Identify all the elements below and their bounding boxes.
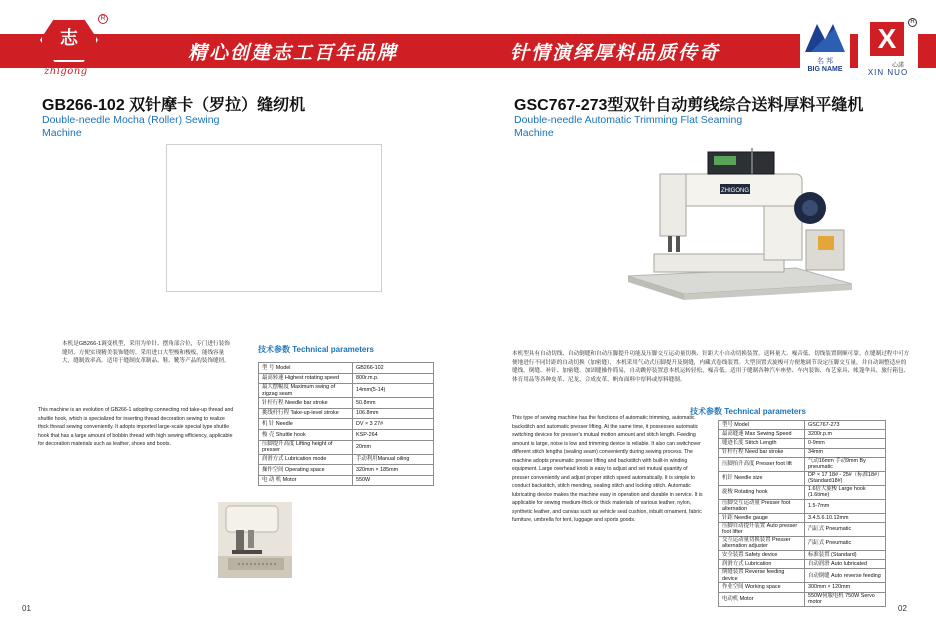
spec-key: 型号 Model [719, 421, 805, 430]
bigname-mountain-icon [805, 24, 845, 52]
right-desc-cn: 本机型具有自动切线、自动倒缝和自动压脚提升功能及压脚交互运动量切换、针距大小自动切换装置。送料量大、噪音低、切线装置倒顺可靠。在缝制过程中可方便地进行不同针距的自动切换（加密缝），本机采用气动式压脚提升及倒缝，内藏式卷线装置。大型顶置式旋梭可方便地调节设定压脚交互量，并自动调整适应的缝线。倒缝、补针、加密缝、加固缝操作简易，自动跳停装置意本机运转轻松，噪音低。适用于缝制各种汽车座垫、车内装饰、布艺家具、帐篷伞具、旅行箱包、体育用品等各种皮革、尼龙、合成皮革、帆布面料中厚料或厚料缝制。 [512, 351, 910, 383]
zhigong-logo: 志 R zhigong [36, 14, 108, 78]
spec-value: 300mm × 120mm [805, 583, 886, 592]
left-desc-en: This machine is an evolution of GB266-1 adopting connecting rod take-up thread and shuttle hook, which is specialized for inserting thread decoration sewing to realize thick thread sewing conveniently. It adopts imported large-scale special type shuttle hook that has a large amount of bobbin thread with high sewing efficiency, applicable for decoration materials such as leather, shoes and boots. [38, 407, 234, 447]
right-page-title: GSC767-273型双针自动剪线综合送料厚料平缝机 [514, 97, 864, 114]
spec-key: 电 动 机 Motor [259, 475, 353, 486]
svg-text:ZHIGONG: ZHIGONG [721, 188, 749, 194]
spec-row [259, 454, 434, 465]
catalog-header [0, 0, 936, 82]
spec-value: 106.8mm [353, 408, 434, 419]
spec-row [259, 465, 434, 476]
spec-row [259, 419, 434, 430]
spec-value: 1.5-7mm [805, 499, 886, 513]
spec-value: 手动利用Manual oiling [353, 454, 434, 465]
spec-value: 20mm [353, 440, 434, 454]
spec-row [259, 373, 434, 384]
left-spec-table [258, 362, 434, 486]
spec-value: 汽缸式 Pneumatic [805, 536, 886, 550]
xinnuo-x-icon: X [870, 22, 904, 56]
bigname-cn: 名 邦 [817, 58, 833, 65]
right-spec-title: 技术参数 Technical parameters [690, 407, 806, 416]
right-spec-table [718, 420, 886, 607]
spec-row [719, 457, 886, 471]
spec-key: 最大摆幅度 Maximum swing of zigzag seam [259, 384, 353, 398]
spec-key: 安全装置 Safety device [719, 550, 805, 559]
spec-value: 自动倒缝 Auto reverse feeding [805, 569, 886, 583]
xinnuo-logo [858, 18, 918, 78]
bigname-en: BIG NAME [807, 66, 843, 73]
spec-row [259, 398, 434, 409]
spec-key: 缝迹长度 Stitch Length [719, 439, 805, 448]
page-number-right: 02 [898, 604, 907, 613]
spec-key: 针距 Needle gauge [719, 513, 805, 522]
page-number-left: 01 [22, 604, 31, 613]
spec-key: 压脚提升高度 Lifting height of presser [259, 440, 353, 454]
product-photo-placeholder [166, 144, 382, 292]
spec-value: 标准装置 (Standard) [805, 550, 886, 559]
registered-mark-icon: R [908, 18, 917, 27]
registered-mark-icon: R [98, 14, 108, 24]
spec-key: 针杆行程 Needle bar stroke [259, 398, 353, 409]
spec-row [719, 430, 886, 439]
spec-key: 压脚抬升高度 Presser foot lift [719, 457, 805, 471]
spec-row [719, 550, 886, 559]
spec-key: 交互运动量切换装置 Presser alternation adjuster [719, 536, 805, 550]
spec-row [259, 363, 434, 374]
spec-row [259, 408, 434, 419]
spec-row [719, 513, 886, 522]
spec-value: 1.6倍大旋梭 Large hook (1.6time) [805, 485, 886, 499]
spec-key: 作业空间 Working space [719, 583, 805, 592]
spec-key: 旋梭 Rotating hook [719, 485, 805, 499]
spec-key: 型 号 Model [259, 363, 353, 374]
spec-row [719, 592, 886, 606]
spec-value: GSC767-273 [805, 421, 886, 430]
spec-row [259, 429, 434, 440]
spec-row [719, 471, 886, 485]
spec-key: 梭 壳 Shuttle hook [259, 429, 353, 440]
spec-key: 最高缝速 Max Sewing Speed [719, 430, 805, 439]
spec-key: 电动机 Motor [719, 592, 805, 606]
spec-key: 压脚交互运动量 Presser foot alternation [719, 499, 805, 513]
spec-row [259, 475, 434, 486]
slogan-right: 针情演绎厚料品质传奇 [510, 42, 721, 64]
spec-key: 机 针 Needle [259, 419, 353, 430]
left-page-title: GB266-102 双针摩卡（罗拉）缝纫机 [42, 97, 306, 114]
left-desc-cn: 本机是GB266-1调变机型，采用为单针、摆角部合位，专门进行装饰缝纫，方便实现精美装饰缝纫。采用进口大型梭和梭板，能线容量大，缝制效率高。适用于缝制皮革制品、鞋、靴等产品的装饰缝纫。 [62, 341, 230, 364]
spec-value: 自动润滑 Auto lubricated [805, 560, 886, 569]
spec-value: KSP-264 [353, 429, 434, 440]
spec-value: GB266-102 [353, 363, 434, 374]
spec-value: 汽缸式 Pneumatic [805, 522, 886, 536]
spec-key: 最高转速 Highest rotating speed [259, 373, 353, 384]
spec-value: DV × 3 27# [353, 419, 434, 430]
right-page-subtitle: Double-needle Automatic Trimming Flat Seaming Machine [514, 114, 743, 139]
spec-value: 气动16mm 手动9mm By pneumatic [805, 457, 886, 471]
brand-name: zhigong [44, 66, 88, 77]
spec-value: 550W伺服电机 750W Servo motor [805, 592, 886, 606]
spec-key: 机针 Needle size [719, 471, 805, 485]
xinnuo-en: XIN NUO [867, 68, 909, 77]
spec-row [719, 448, 886, 457]
slogan-left: 精心创建志工百年品牌 [188, 42, 399, 64]
spec-key: 润滑方式 Lubrication mode [259, 454, 353, 465]
spec-value: 550W [353, 475, 434, 486]
spec-row [719, 499, 886, 513]
spec-key: 压脚自动提升装置 Auto presser foot lifter [719, 522, 805, 536]
sewing-detail-photo [218, 502, 292, 578]
spec-value: DP × 17 18# - 25#（标准18#）(Standard18#) [805, 471, 886, 485]
spec-value: 34mm [805, 448, 886, 457]
bigname-logo [800, 18, 850, 78]
spec-row [719, 522, 886, 536]
header-red-band [0, 34, 936, 68]
spec-value: 320mm × 185mm [353, 465, 434, 476]
spec-value: 50.8mm [353, 398, 434, 409]
spec-key: 润滑方式 Lubrication [719, 560, 805, 569]
right-desc-en: This type of sewing machine has the functions of automatic trimming, automatic backstitch and automatic presser lifting. At the same time, it possesses automatic switching devices for presser's mutual motion amount and stitch length. Feeding amount is large, noise is low and trimming device is reliable. It also can switchover different stitch lengths (sealing seam) conveniently during sewing process. The machine adopts pneumatic presser lifting and backstitch with built-in winding equipment. Large overhead knob is easy to adjust and set mutual quantity of presser conveniently and adjust proper stitch speed automatically. It is simple to conduct backstitch, stitch mending, sealing stitch and locking stitch. Automatic lubricating device makes the machine easy in operation and durable in service. It is applicable for sewing medium-thick or thick materials of various leather, nylon, synthetic leather, and canvas such as vehicle seat cushion, inbuilt ornament, fabric furniture, umbrella for tent, luggage and sports goods. [512, 415, 703, 523]
spec-value: 0-9mm [805, 439, 886, 448]
spec-key: 倒缝装置 Reverse feeding device [719, 569, 805, 583]
spec-row [719, 583, 886, 592]
spec-value: 3.4.5.6.10.12mm [805, 513, 886, 522]
left-page-subtitle: Double-needle Mocha (Roller) Sewing Machine [42, 114, 220, 139]
spec-row [719, 536, 886, 550]
spec-key: 挑线杆行程 Take-up-level stroke [259, 408, 353, 419]
spec-row [719, 439, 886, 448]
spec-row [719, 569, 886, 583]
spec-value: 800r.m.p. [353, 373, 434, 384]
left-spec-title: 技术参数 Technical parameters [258, 345, 374, 354]
spec-key: 针杆行程 Need bar stroke [719, 448, 805, 457]
spec-row [259, 384, 434, 398]
sewing-machine-photo [624, 144, 856, 324]
spec-row [259, 440, 434, 454]
spec-row [719, 560, 886, 569]
spec-row [719, 485, 886, 499]
spec-value: 14mm(5-14) [353, 384, 434, 398]
spec-key: 操作空间 Operating space [259, 465, 353, 476]
spec-row [719, 421, 886, 430]
spec-value: 3200r.p.m [805, 430, 886, 439]
xinnuo-cn: 心諾 [892, 63, 905, 69]
